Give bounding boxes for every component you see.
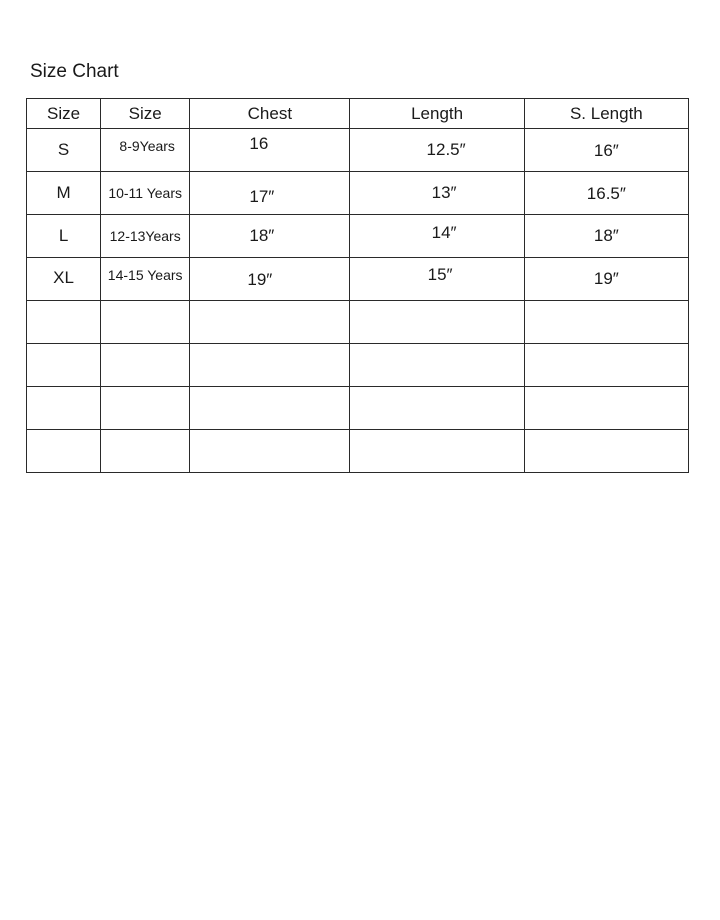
sleeve-length-cell: 16″ bbox=[524, 129, 688, 172]
empty-cell bbox=[190, 387, 350, 430]
sleeve-length-cell: 18″ bbox=[524, 215, 688, 258]
chest-cell: 18″ bbox=[190, 215, 350, 258]
empty-cell bbox=[350, 344, 524, 387]
empty-cell bbox=[27, 344, 101, 387]
header-sleeve-length: S. Length bbox=[524, 99, 688, 129]
chest-cell: 19″ bbox=[190, 258, 350, 301]
empty-cell bbox=[190, 344, 350, 387]
sleeve-length-cell: 19″ bbox=[524, 258, 688, 301]
chest-cell: 17″ bbox=[190, 172, 350, 215]
empty-table-row bbox=[27, 344, 689, 387]
size-code-cell: S bbox=[27, 129, 101, 172]
empty-cell bbox=[101, 430, 190, 473]
table-header-row bbox=[27, 99, 689, 129]
age-cell: 10-11 Years bbox=[101, 172, 190, 215]
empty-cell bbox=[101, 387, 190, 430]
table-row bbox=[27, 258, 689, 301]
size-code-cell: L bbox=[27, 215, 101, 258]
header-size-age: Size bbox=[101, 99, 190, 129]
empty-cell bbox=[524, 430, 688, 473]
empty-cell bbox=[190, 301, 350, 344]
table-row bbox=[27, 129, 689, 172]
age-cell: 14-15 Years bbox=[101, 258, 190, 301]
age-cell: 12-13Years bbox=[101, 215, 190, 258]
empty-cell bbox=[524, 301, 688, 344]
empty-cell bbox=[101, 301, 190, 344]
page-title: Size Chart bbox=[30, 61, 119, 82]
header-chest: Chest bbox=[190, 99, 350, 129]
empty-table-row bbox=[27, 430, 689, 473]
header-length: Length bbox=[350, 99, 524, 129]
size-code-cell: M bbox=[27, 172, 101, 215]
empty-cell bbox=[350, 387, 524, 430]
empty-cell bbox=[524, 387, 688, 430]
empty-cell bbox=[190, 430, 350, 473]
length-cell: 12.5″ bbox=[350, 129, 524, 172]
empty-cell bbox=[27, 301, 101, 344]
empty-cell bbox=[350, 430, 524, 473]
length-cell: 14″ bbox=[350, 215, 524, 258]
empty-cell bbox=[350, 301, 524, 344]
empty-table-row bbox=[27, 387, 689, 430]
empty-cell bbox=[27, 387, 101, 430]
age-cell: 8-9Years bbox=[101, 129, 190, 172]
sleeve-length-cell: 16.5″ bbox=[524, 172, 688, 215]
table-row bbox=[27, 215, 689, 258]
size-chart-table bbox=[26, 98, 689, 473]
size-code-cell: XL bbox=[27, 258, 101, 301]
empty-cell bbox=[27, 430, 101, 473]
empty-cell bbox=[101, 344, 190, 387]
length-cell: 15″ bbox=[350, 258, 524, 301]
header-size-code: Size bbox=[27, 99, 101, 129]
empty-table-row bbox=[27, 301, 689, 344]
empty-cell bbox=[524, 344, 688, 387]
table-row bbox=[27, 172, 689, 215]
chest-cell: 16 bbox=[190, 129, 350, 172]
length-cell: 13″ bbox=[350, 172, 524, 215]
